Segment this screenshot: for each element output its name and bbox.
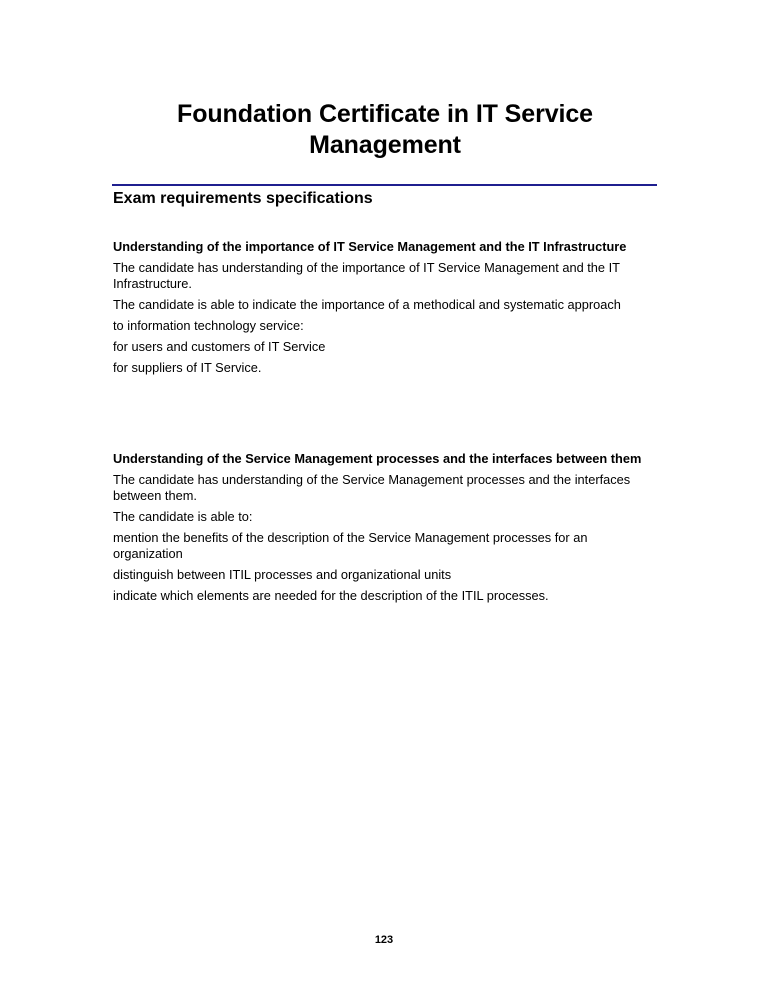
requirement-heading: Understanding of the Service Management processes and the interfaces between them (113, 451, 642, 466)
title-divider (112, 184, 657, 186)
requirement-section-processes (113, 451, 653, 609)
requirement-paragraph: indicate which elements are needed for the description of the ITIL processes. (113, 588, 549, 603)
requirement-paragraph: for users and customers of IT Service (113, 339, 326, 354)
requirement-paragraph: The candidate is able to indicate the importance of a methodical and systematic approach (113, 297, 621, 312)
section-subtitle: Exam requirements specifications (113, 190, 373, 207)
requirement-paragraph: The candidate has understanding of the Service Management processes and the interfaces between them. (113, 472, 631, 503)
requirement-paragraph: distinguish between ITIL processes and organizational units (113, 567, 452, 582)
requirement-paragraph: mention the benefits of the description of the Service Management processes for an organization (113, 530, 588, 561)
requirement-paragraph: The candidate has understanding of the importance of IT Service Management and the IT Infrastructure. (113, 260, 620, 291)
requirement-heading: Understanding of the importance of IT Service Management and the IT Infrastructure (113, 239, 627, 254)
page-number: 123 (374, 934, 394, 946)
requirement-section-importance (113, 239, 653, 381)
requirement-paragraph: to information technology service: (113, 318, 304, 333)
requirement-paragraph: for suppliers of IT Service. (113, 360, 262, 375)
document-title: Foundation Certificate in IT Service Management (177, 100, 593, 159)
requirement-paragraph: The candidate is able to: (113, 509, 253, 524)
